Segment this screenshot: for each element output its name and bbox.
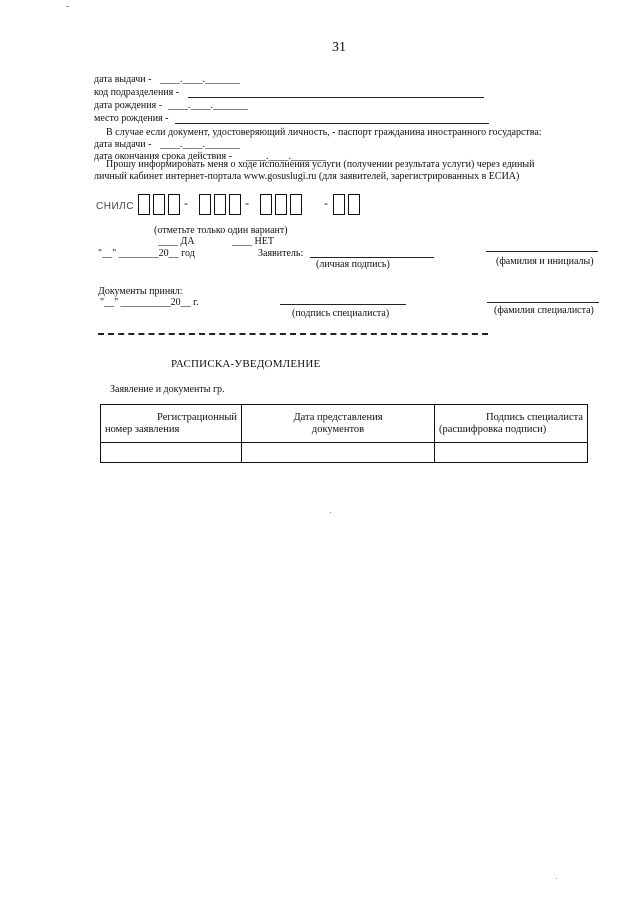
accepted-label: Документы принял: [98, 286, 183, 297]
header-date-line-2: документов [311, 423, 365, 435]
request-line-2: личный кабинет интернет-портала www.gosuslugi.ru (для заявителей, зарегистрированных в ЕСИА) [94, 171, 520, 182]
date-year: 20__ год [158, 248, 195, 259]
request-line-1: Прошу информировать меня о ходе исполнения услуги (получении результата услуги) через единый [106, 159, 535, 170]
expiry-date-label: дата окончания срока действия - [94, 151, 232, 162]
date-day-quote: "__" [98, 248, 117, 259]
birth-date-blank[interactable]: ____.____._______ [168, 100, 248, 111]
foreign-passport-note: В случае если документ, удостоверяющий личность, - паспорт гражданина иностранного государства: [106, 127, 542, 138]
choice-no-label: НЕТ [254, 236, 274, 247]
snils-digit-box[interactable] [229, 194, 241, 215]
applicant-date[interactable]: "__" ________20__ год [98, 248, 195, 259]
scan-mark [66, 6, 69, 7]
applicant-signature-caption: (личная подпись) [316, 259, 390, 270]
accepted-date[interactable]: "__" __________20__ г. [100, 297, 199, 308]
snils-digit-box[interactable] [214, 194, 226, 215]
applicant-name-line[interactable] [486, 251, 598, 252]
division-code-line[interactable] [188, 97, 484, 98]
submission-date-cell[interactable] [242, 443, 435, 463]
applicant-label: Заявитель: [258, 248, 304, 259]
snils-digit-box[interactable] [275, 194, 287, 215]
snils-digit-box[interactable] [333, 194, 345, 215]
receipt-subtitle: Заявление и документы гр. [110, 384, 225, 395]
header-submission-date [242, 405, 435, 443]
snils-digit-box[interactable] [290, 194, 302, 215]
birth-place-label: место рождения - [94, 113, 169, 124]
snils-digit-box[interactable] [260, 194, 272, 215]
applicant-name-caption: (фамилия и инициалы) [496, 256, 594, 267]
header-registration-line-1: Регистрационный [157, 411, 237, 423]
applicant-signature-line[interactable] [310, 257, 434, 258]
registration-number-cell[interactable] [101, 443, 242, 463]
scan-mark [330, 512, 331, 513]
accepted-day-quote: "__" [100, 297, 119, 308]
receipt-table [100, 404, 588, 463]
specialist-name-line[interactable] [487, 302, 599, 303]
choice-yes-label: ДА [180, 236, 195, 247]
scan-mark [556, 878, 557, 879]
table-header-row [101, 405, 588, 443]
accepted-year: 20__ г. [170, 297, 199, 308]
snils-digit-box[interactable] [168, 194, 180, 215]
birth-place-line[interactable] [175, 123, 489, 124]
issue-date-label: дата выдачи - [94, 74, 152, 85]
header-signature-line-1: Подпись специалиста [485, 411, 583, 423]
snils-digit-box[interactable] [348, 194, 360, 215]
specialist-signature-line[interactable] [280, 304, 406, 305]
snils-separator: - [324, 196, 328, 210]
snils-digit-box[interactable] [153, 194, 165, 215]
choice-note: (отметьте только один вариант) [154, 225, 288, 236]
header-signature-line-2: (расшифровка подписи) [439, 423, 547, 435]
specialist-name-caption: (фамилия специалиста) [494, 305, 594, 316]
snils-digit-box[interactable] [138, 194, 150, 215]
tear-off-line [98, 333, 488, 335]
header-registration-number [101, 405, 242, 443]
snils-separator: - [184, 196, 188, 210]
table-row [101, 443, 588, 463]
header-date-line-1: Дата представления [293, 411, 383, 423]
snils-label: СНИЛС [96, 201, 134, 212]
receipt-title: РАСПИСКА-УВЕДОМЛЕНИЕ [171, 358, 321, 370]
expiry-date-blank[interactable]: ____.____._______ [246, 151, 326, 162]
header-specialist-signature [435, 405, 588, 443]
choice-no[interactable]: ____ НЕТ [232, 236, 274, 247]
page-number: 31 [332, 40, 346, 55]
birth-date-label: дата рождения - [94, 100, 163, 111]
header-registration-line-2: номер заявления [105, 423, 180, 435]
specialist-signature-cell[interactable] [435, 443, 588, 463]
division-code-label: код подразделения - [94, 87, 180, 98]
snils-digit-box[interactable] [199, 194, 211, 215]
choice-yes[interactable]: ____ ДА [158, 236, 195, 247]
issue-date-blank[interactable]: ____.____._______ [160, 74, 240, 85]
foreign-issue-date-label: дата выдачи - [94, 139, 152, 150]
snils-separator: - [245, 196, 249, 210]
specialist-signature-caption: (подпись специалиста) [292, 308, 390, 319]
foreign-issue-date-blank[interactable]: ____.____._______ [160, 139, 240, 150]
